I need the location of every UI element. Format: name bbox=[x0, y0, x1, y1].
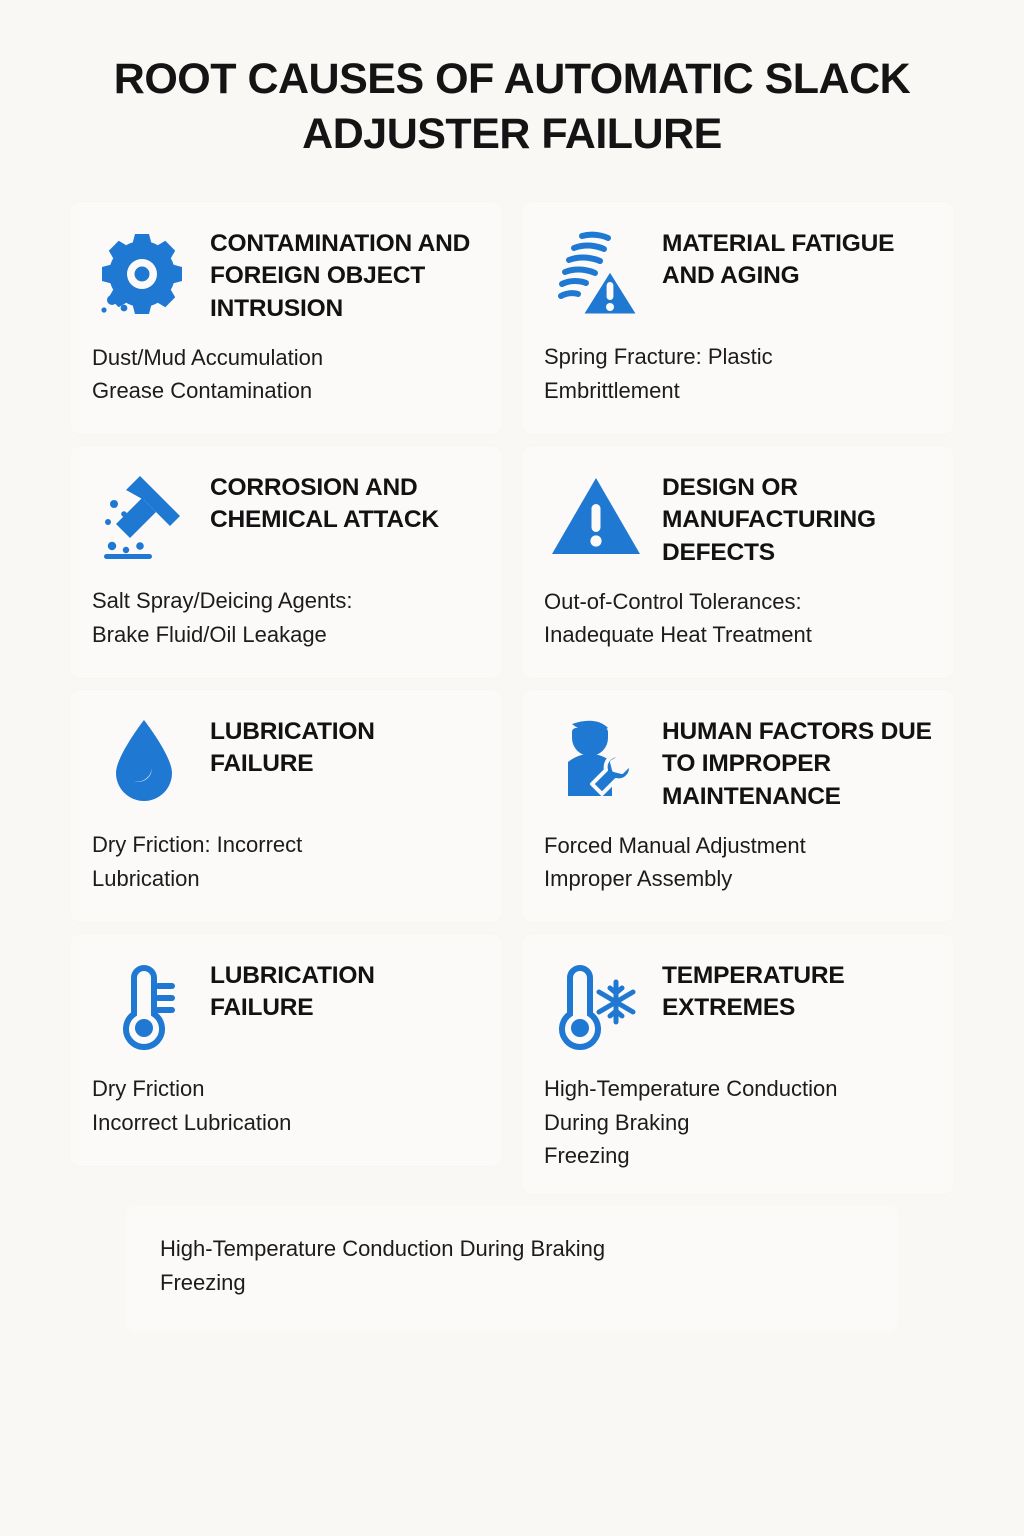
card-line: Grease Contamination bbox=[92, 378, 313, 404]
grid-cell bbox=[512, 440, 964, 684]
warning-triangle-icon bbox=[544, 464, 648, 568]
footer-line: High-Temperature Conduction During Braking bbox=[160, 1236, 606, 1262]
card-header bbox=[92, 464, 480, 568]
card-body bbox=[544, 1072, 932, 1172]
card-line: Spring Fracture: Plastic bbox=[544, 344, 773, 370]
card-line: During Braking bbox=[544, 1109, 690, 1135]
card-title: CORROSION AND CHEMICAL ATTACK bbox=[210, 474, 439, 534]
card-title: CONTAMINATION AND FOREIGN OBJECT INTRUSION bbox=[210, 230, 471, 322]
card-line: Out-of-Control Tolerances: bbox=[544, 589, 802, 615]
card-line: Dry Friction: Incorrect bbox=[92, 832, 303, 858]
card-header bbox=[92, 220, 480, 325]
card-corrosion[interactable] bbox=[70, 446, 502, 678]
card-header bbox=[544, 220, 932, 324]
card-line: Dust/Mud Accumulation bbox=[92, 345, 324, 371]
card-design-defects[interactable] bbox=[522, 446, 954, 678]
oil-droplet-icon bbox=[92, 708, 196, 812]
footer-line: Freezing bbox=[160, 1270, 246, 1296]
card-title: LUBRICATION FAILURE bbox=[210, 962, 375, 1022]
card-title: TEMPERATURE EXTREMES bbox=[662, 962, 845, 1022]
mechanic-wrench-icon bbox=[544, 708, 648, 812]
card-title: LUBRICATION FAILURE bbox=[210, 718, 375, 778]
card-header bbox=[92, 952, 480, 1056]
card-header bbox=[544, 464, 932, 569]
grid-cell bbox=[512, 928, 964, 1200]
cards-grid bbox=[60, 196, 964, 1200]
grid-cell bbox=[60, 928, 512, 1200]
grid-cell bbox=[512, 684, 964, 928]
card-line: High-Temperature Conduction bbox=[544, 1076, 838, 1102]
card-title: DESIGN OR MANUFACTURING DEFECTS bbox=[662, 474, 876, 566]
card-contamination[interactable] bbox=[70, 202, 502, 434]
card-line: Brake Fluid/Oil Leakage bbox=[92, 621, 327, 647]
card-body bbox=[92, 341, 480, 408]
card-title: MATERIAL FATIGUE AND AGING bbox=[662, 230, 895, 290]
card-body bbox=[92, 1072, 480, 1139]
card-body bbox=[544, 340, 932, 407]
card-header bbox=[544, 952, 932, 1056]
card-material-fatigue[interactable] bbox=[522, 202, 954, 434]
broken-spring-warning-icon bbox=[544, 220, 648, 324]
card-line: Improper Assembly bbox=[544, 866, 733, 892]
card-line: Dry Friction bbox=[92, 1076, 205, 1102]
card-line: Embrittlement bbox=[544, 377, 680, 403]
card-body bbox=[544, 829, 932, 896]
footer-note bbox=[126, 1206, 898, 1330]
grid-cell bbox=[60, 440, 512, 684]
card-body bbox=[544, 585, 932, 652]
card-line: Lubrication bbox=[92, 865, 200, 891]
card-human-factors[interactable] bbox=[522, 690, 954, 922]
thermometer-snowflake-icon bbox=[544, 952, 648, 1056]
card-temperature-extremes[interactable] bbox=[522, 934, 954, 1194]
corrosion-hammer-icon bbox=[92, 464, 196, 568]
card-body bbox=[92, 584, 480, 651]
card-header bbox=[544, 708, 932, 813]
grid-cell bbox=[512, 196, 964, 440]
page-title: ROOT CAUSES OF AUTOMATIC SLACK ADJUSTER FAILURE bbox=[113, 55, 911, 159]
card-title: HUMAN FACTORS DUE TO IMPROPER MAINTENANCE bbox=[662, 718, 932, 810]
gear-with-debris-icon bbox=[92, 220, 196, 324]
card-lubrication-failure-2[interactable] bbox=[70, 934, 502, 1166]
card-lubrication-failure-1[interactable] bbox=[70, 690, 502, 922]
card-line: Incorrect Lubrication bbox=[92, 1109, 292, 1135]
card-header bbox=[92, 708, 480, 812]
card-line: Inadequate Heat Treatment bbox=[544, 622, 812, 648]
thermometer-icon bbox=[92, 952, 196, 1056]
card-line: Freezing bbox=[544, 1142, 630, 1168]
card-line: Forced Manual Adjustment bbox=[544, 833, 806, 859]
card-line: Salt Spray/Deicing Agents: bbox=[92, 588, 353, 614]
card-body bbox=[92, 828, 480, 895]
grid-cell bbox=[60, 196, 512, 440]
grid-cell bbox=[60, 684, 512, 928]
